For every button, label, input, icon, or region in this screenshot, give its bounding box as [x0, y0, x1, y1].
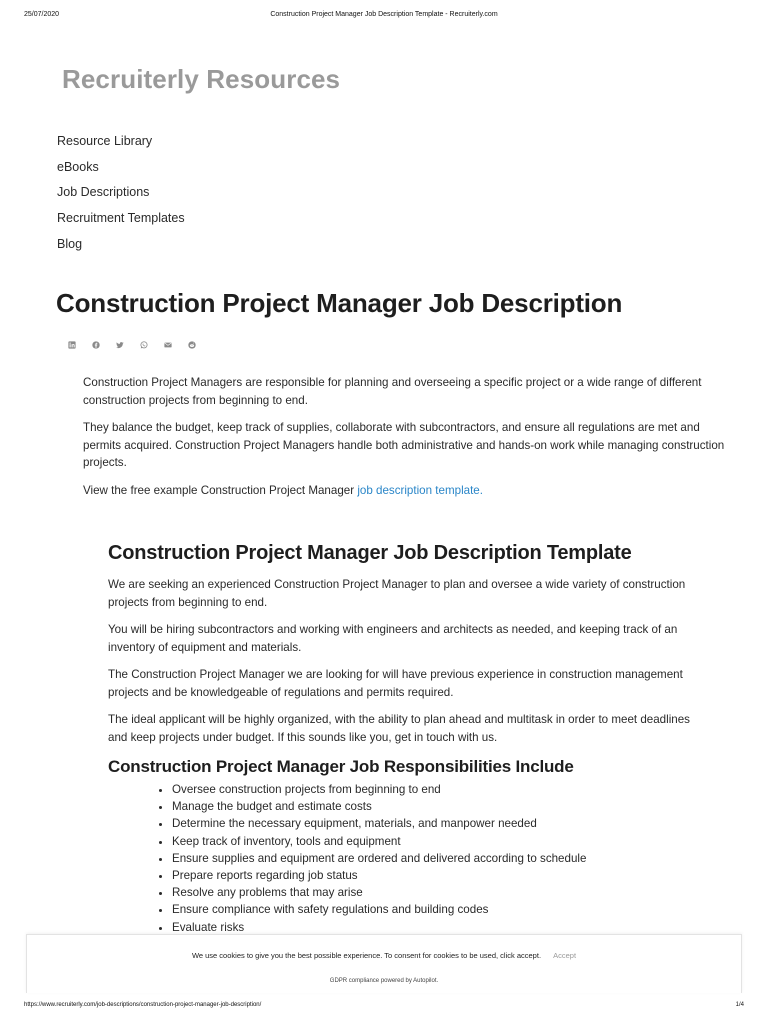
responsibilities-heading: Construction Project Manager Job Responsibilities Include: [108, 757, 574, 776]
twitter-icon[interactable]: [116, 341, 124, 349]
list-item: • Determine the necessary equipment, materials, and manpower needed: [172, 815, 708, 832]
print-page-title: Construction Project Manager Job Description Template - Recruiterly.com: [270, 11, 498, 18]
main-nav: [57, 131, 185, 259]
list-item: • Keep track of inventory, tools and equipment: [172, 833, 708, 850]
print-url: https://www.recruiterly.com/job-descriptions/construction-project-manager-job-description/: [24, 1002, 262, 1008]
template-section: [108, 540, 708, 936]
intro-paragraph: They balance the budget, keep track of supplies, collaborate with subcontractors, and ensure all regulations are met and permits acquired. Construction Project Managers handle both administrative and hands-on work while managing construction projects.: [83, 421, 725, 469]
intro-section: [83, 374, 733, 509]
share-bar: [68, 341, 212, 349]
cookie-message: We use cookies to give you the best possible experience. To consent for cookies to be used, click accept.: [191, 951, 542, 960]
email-icon[interactable]: [164, 341, 172, 349]
list-item: • Ensure supplies and equipment are ordered and delivered according to schedule: [172, 850, 708, 867]
whatsapp-icon[interactable]: [140, 341, 148, 349]
intro-link-prefix: View the free example Construction Project Manager: [83, 483, 358, 497]
linkedin-icon[interactable]: [68, 341, 76, 349]
list-item: • Evaluate risks: [172, 919, 708, 936]
site-logo-title[interactable]: Recruiterly Resources: [62, 64, 341, 94]
template-paragraph: We are seeking an experienced Construction Project Manager to plan and oversee a wide variety of construction projects from beginning to end.: [108, 578, 686, 609]
gdpr-notice: GDPR compliance powered by Autopilot.: [329, 978, 439, 984]
responsibilities-list: [108, 781, 708, 936]
cookie-message-row: [27, 951, 741, 960]
nav-item-ebooks[interactable]: eBooks: [57, 159, 99, 174]
reddit-icon[interactable]: [188, 341, 196, 349]
list-item: • Resolve any problems that may arise: [172, 884, 708, 901]
intro-paragraph-link: [83, 482, 733, 500]
nav-item-resource-library[interactable]: Resource Library: [57, 134, 153, 148]
nav-item-recruitment-templates[interactable]: Recruitment Templates: [57, 211, 185, 226]
print-date: 25/07/2020: [24, 11, 60, 18]
nav-item-blog[interactable]: Blog: [57, 236, 83, 251]
nav-item-job-descriptions[interactable]: Job Descriptions: [57, 185, 150, 200]
facebook-icon[interactable]: [92, 341, 100, 349]
list-item: • Manage the budget and estimate costs: [172, 798, 708, 815]
list-item: • Prepare reports regarding job status: [172, 867, 708, 884]
intro-paragraph: Construction Project Managers are responsible for planning and overseeing a specific project or a wide range of different construction projects from beginning to end.: [83, 376, 702, 407]
list-item: • Oversee construction projects from beginning to end: [172, 781, 708, 798]
page-title: Construction Project Manager Job Description: [56, 288, 623, 318]
template-paragraph: You will be hiring subcontractors and working with engineers and architects as needed, and keeping track of an inventory of equipment and materials.: [108, 623, 678, 654]
template-paragraph: The Construction Project Manager we are looking for will have previous experience in construction management projects and be knowledgeable of regulations and permits required.: [108, 668, 683, 699]
print-page-number: 1/4: [735, 1002, 744, 1008]
list-item: • Ensure compliance with safety regulations and building codes: [172, 901, 708, 918]
cookie-banner: [26, 934, 742, 993]
template-heading: Construction Project Manager Job Description Template: [108, 542, 632, 564]
template-paragraph: The ideal applicant will be highly organized, with the ability to plan ahead and multitask in order to meet deadlines and keep projects under budget. If this sounds like you, get in touch with us.: [108, 713, 690, 744]
job-description-template-link[interactable]: job description template.: [357, 483, 483, 497]
print-header: [0, 11, 768, 23]
cookie-accept-button[interactable]: Accept: [553, 951, 577, 960]
print-footer: [0, 1002, 768, 1014]
